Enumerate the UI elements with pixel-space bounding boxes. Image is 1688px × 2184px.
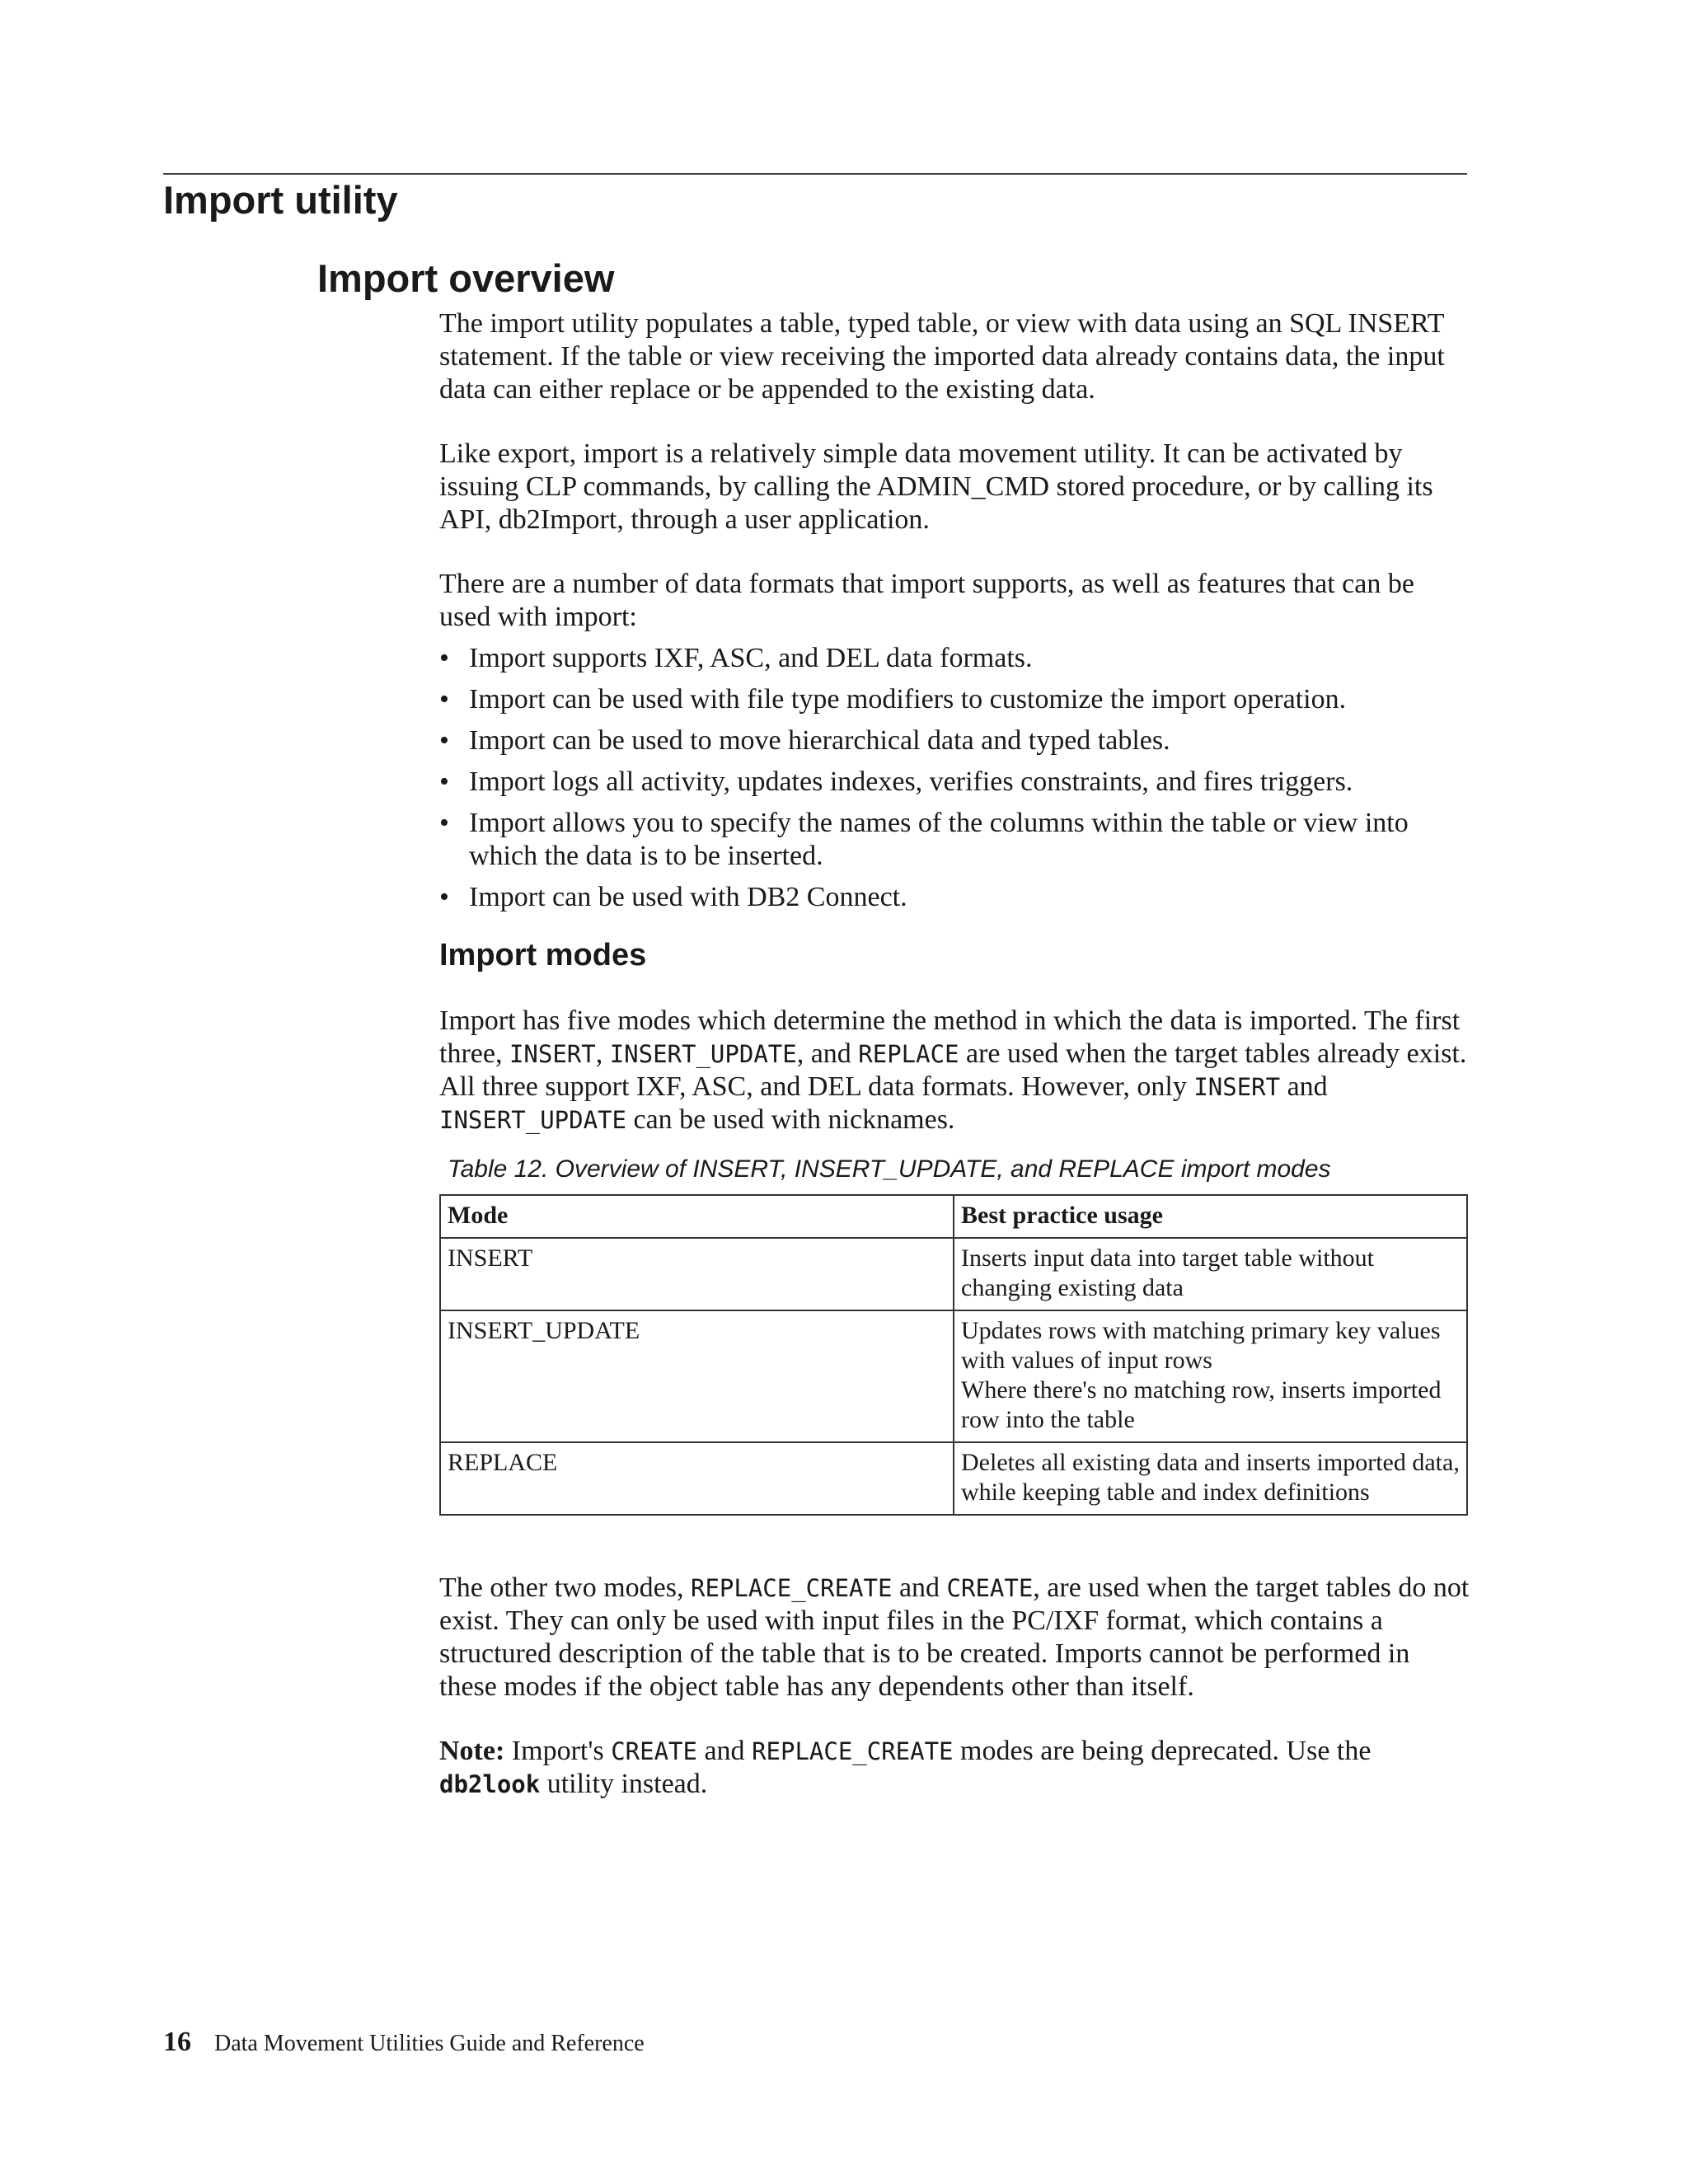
book-title: Data Movement Utilities Guide and Reference — [214, 2031, 645, 2056]
list-item: • Import logs all activity, updates indexes, verifies constraints, and fires triggers. — [439, 766, 1353, 797]
page-footer — [163, 2026, 645, 2060]
list-item: • Import allows you to specify the names of the columns within the table or view into which the data is to be inserted. — [439, 808, 1409, 871]
mode-cell: REPLACE — [440, 1442, 954, 1515]
subsection-title: Import overview — [317, 256, 615, 300]
bullet-icon: • — [439, 808, 449, 838]
table-row — [440, 1310, 1467, 1442]
overview-paragraph-1: The import utility populates a table, typed table, or view with data using an SQL INSERT statement. If the table or view receiving the imported data already contains data, the input data can either replace or be appended to the existing data. — [439, 308, 1445, 405]
bullet-icon: • — [439, 684, 449, 715]
usage-cell: Updates rows with matching primary key values with values of input rows Where there's no matching row, inserts imported row into the table — [954, 1310, 1467, 1442]
code-create: CREATE — [946, 1574, 1034, 1602]
code-insert: INSERT — [1193, 1073, 1281, 1101]
bullet-icon: • — [439, 725, 449, 756]
mode-cell: INSERT_UPDATE — [440, 1310, 954, 1442]
usage-cell: Inserts input data into target table without changing existing data — [954, 1238, 1467, 1310]
bullet-icon: • — [439, 643, 449, 673]
list-item: • Import supports IXF, ASC, and DEL data formats. — [439, 643, 1033, 673]
modes-paragraph-1: Import has five modes which determine the method in which the data is imported. The first three, INSERT, INSERT_UPDATE, and REPLACE are used when the target tables already exist. All three support IXF, ASC, and DEL data formats. However, only INSERT and INSERT_UPDATE can be used with nicknames. — [439, 1005, 1467, 1135]
code-replace: REPLACE — [858, 1040, 959, 1068]
overview-paragraph-3: There are a number of data formats that import supports, as well as features that can be used with import: — [439, 569, 1414, 632]
column-header-mode: Mode — [440, 1195, 954, 1238]
bullet-icon: • — [439, 882, 449, 912]
main-content — [439, 307, 1470, 1801]
table-header-row — [440, 1195, 1467, 1238]
table-caption: Table 12. Overview of INSERT, INSERT_UPDATE, and REPLACE import modes — [448, 1155, 1331, 1183]
column-header-usage: Best practice usage — [954, 1195, 1467, 1238]
page-number: 16 — [163, 2027, 191, 2057]
features-list — [439, 642, 1470, 914]
section-title: Import utility — [163, 178, 398, 222]
overview-paragraph-2: Like export, import is a relatively simple data movement utility. It can be activated by issuing CLP commands, by calling the ADMIN_CMD stored procedure, or by calling its API, db2Import, through a user application. — [439, 438, 1433, 535]
code-replace-create: REPLACE_CREATE — [752, 1737, 954, 1765]
usage-cell: Deletes all existing data and inserts imported data, while keeping table and index definitions — [954, 1442, 1467, 1515]
code-insert-update: INSERT_UPDATE — [609, 1040, 797, 1068]
code-replace-create: REPLACE_CREATE — [691, 1574, 893, 1602]
code-insert: INSERT — [509, 1040, 596, 1068]
note-label: Note: — [439, 1736, 505, 1766]
list-item: • Import can be used with DB2 Connect. — [439, 882, 907, 912]
code-insert-update: INSERT_UPDATE — [439, 1106, 626, 1134]
table-row — [440, 1238, 1467, 1310]
bullet-icon: • — [439, 766, 449, 797]
import-modes-table — [439, 1194, 1468, 1516]
note-paragraph: Note: Import's CREATE and REPLACE_CREATE modes are being deprecated. Use the db2look utility instead. — [439, 1736, 1372, 1799]
modes-paragraph-2: The other two modes, REPLACE_CREATE and CREATE, are used when the target tables do not exist. They can only be used with input files in the PC/IXF format, which contains a structured description of the table that is to be created. Imports cannot be performed in these modes if the object table has any dependents other than itself. — [439, 1572, 1470, 1702]
code-create: CREATE — [611, 1737, 697, 1765]
code-db2look: db2look — [439, 1770, 541, 1798]
table-row — [440, 1442, 1467, 1515]
import-modes-heading: Import modes — [439, 938, 647, 972]
list-item: • Import can be used to move hierarchical data and typed tables. — [439, 725, 1170, 756]
mode-cell: INSERT — [440, 1238, 954, 1310]
list-item: • Import can be used with file type modifiers to customize the import operation. — [439, 684, 1347, 715]
